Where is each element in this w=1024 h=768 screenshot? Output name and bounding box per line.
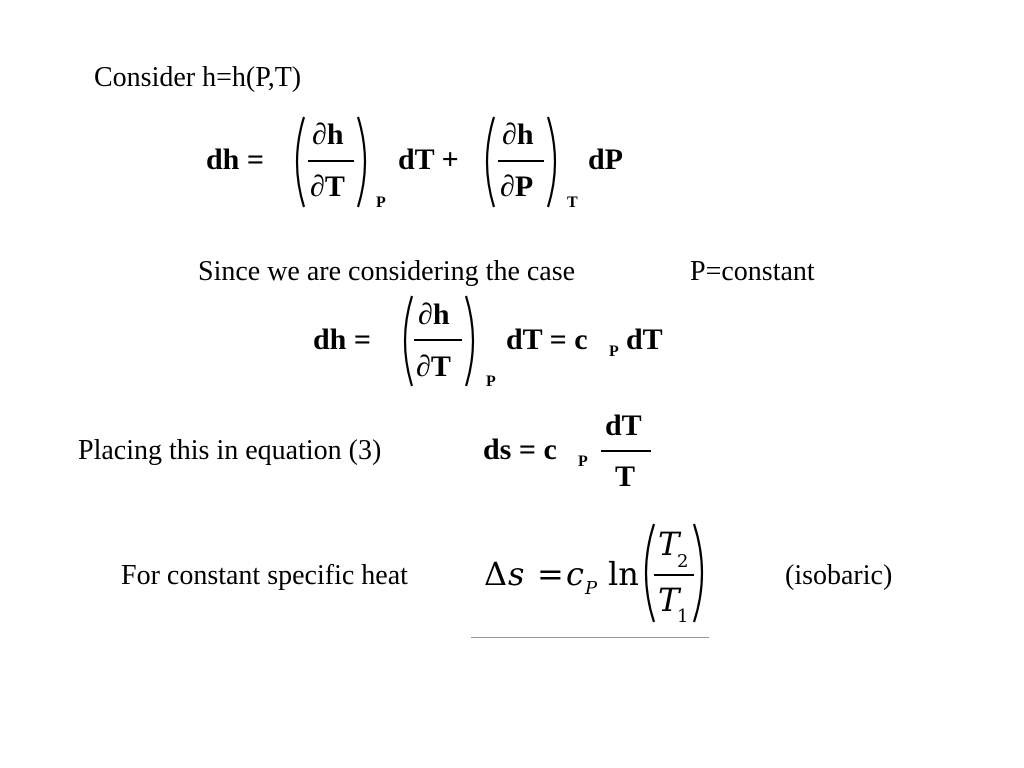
eq3-denominator: T bbox=[615, 460, 636, 493]
eq2-lhs: dh = bbox=[313, 323, 371, 356]
intro-text: Consider h=h(P,T) bbox=[94, 62, 302, 93]
eq2-middle-subscript: P bbox=[609, 343, 619, 360]
eq3-numerator: dT bbox=[605, 409, 642, 442]
eq2-left-paren bbox=[396, 294, 414, 388]
eq1-denominator-2: ∂P bbox=[500, 170, 534, 203]
eq1-subscript-1: P bbox=[376, 194, 386, 211]
eq1-right-paren-2 bbox=[546, 115, 564, 209]
eq4-s: s bbox=[508, 555, 525, 593]
eq3-fraction-bar bbox=[601, 450, 651, 452]
eq4-ln: ln bbox=[608, 555, 639, 593]
eq4-right-paren bbox=[692, 522, 712, 624]
eq4-denominator-t: T bbox=[658, 581, 680, 619]
eq1-denominator-1: ∂T bbox=[310, 170, 345, 203]
eq3-lhs: ds = c bbox=[483, 433, 557, 466]
eq2-fraction-bar bbox=[414, 339, 462, 341]
since-text: Since we are considering the case bbox=[198, 256, 576, 287]
isobaric-text: (isobaric) bbox=[785, 560, 893, 591]
eq4-c: c bbox=[566, 555, 584, 593]
eq4-c-subscript: P bbox=[585, 578, 598, 599]
eq4-denominator-subscript: 1 bbox=[677, 606, 689, 627]
eq4-fraction-bar bbox=[654, 574, 694, 576]
p-constant-text: P=constant bbox=[690, 256, 815, 287]
eq1-fraction-bar-1 bbox=[308, 160, 354, 162]
eq1-left-paren-1 bbox=[288, 115, 306, 209]
eq3-lhs-subscript: P bbox=[578, 453, 588, 470]
eq4-underline bbox=[471, 637, 709, 638]
eq1-numerator-1: ∂h bbox=[312, 118, 344, 151]
eq4-numerator-subscript: 2 bbox=[677, 551, 689, 572]
eq4-numerator-t: T bbox=[658, 525, 680, 563]
for-constant-text: For constant specific heat bbox=[121, 560, 408, 591]
eq1-subscript-2: T bbox=[567, 194, 578, 211]
eq2-numerator: ∂h bbox=[418, 298, 450, 331]
eq1-lhs: dh = bbox=[206, 143, 264, 176]
eq1-numerator-2: ∂h bbox=[502, 118, 534, 151]
eq2-denominator: ∂T bbox=[416, 350, 451, 383]
eq4-equals: = bbox=[537, 555, 564, 593]
placing-text: Placing this in equation (3) bbox=[78, 435, 382, 466]
eq1-fraction-bar-2 bbox=[498, 160, 544, 162]
eq1-left-paren-2 bbox=[478, 115, 496, 209]
eq1-right-paren-1 bbox=[356, 115, 374, 209]
eq4-delta: Δ bbox=[484, 555, 508, 593]
eq4-left-paren bbox=[636, 522, 656, 624]
eq2-middle: dT = c bbox=[506, 323, 588, 356]
eq1-tail: dP bbox=[588, 143, 624, 176]
eq2-right-paren bbox=[464, 294, 482, 388]
eq2-subscript: P bbox=[486, 373, 496, 390]
eq2-tail: dT bbox=[626, 323, 663, 356]
eq1-middle: dT + bbox=[398, 143, 459, 176]
